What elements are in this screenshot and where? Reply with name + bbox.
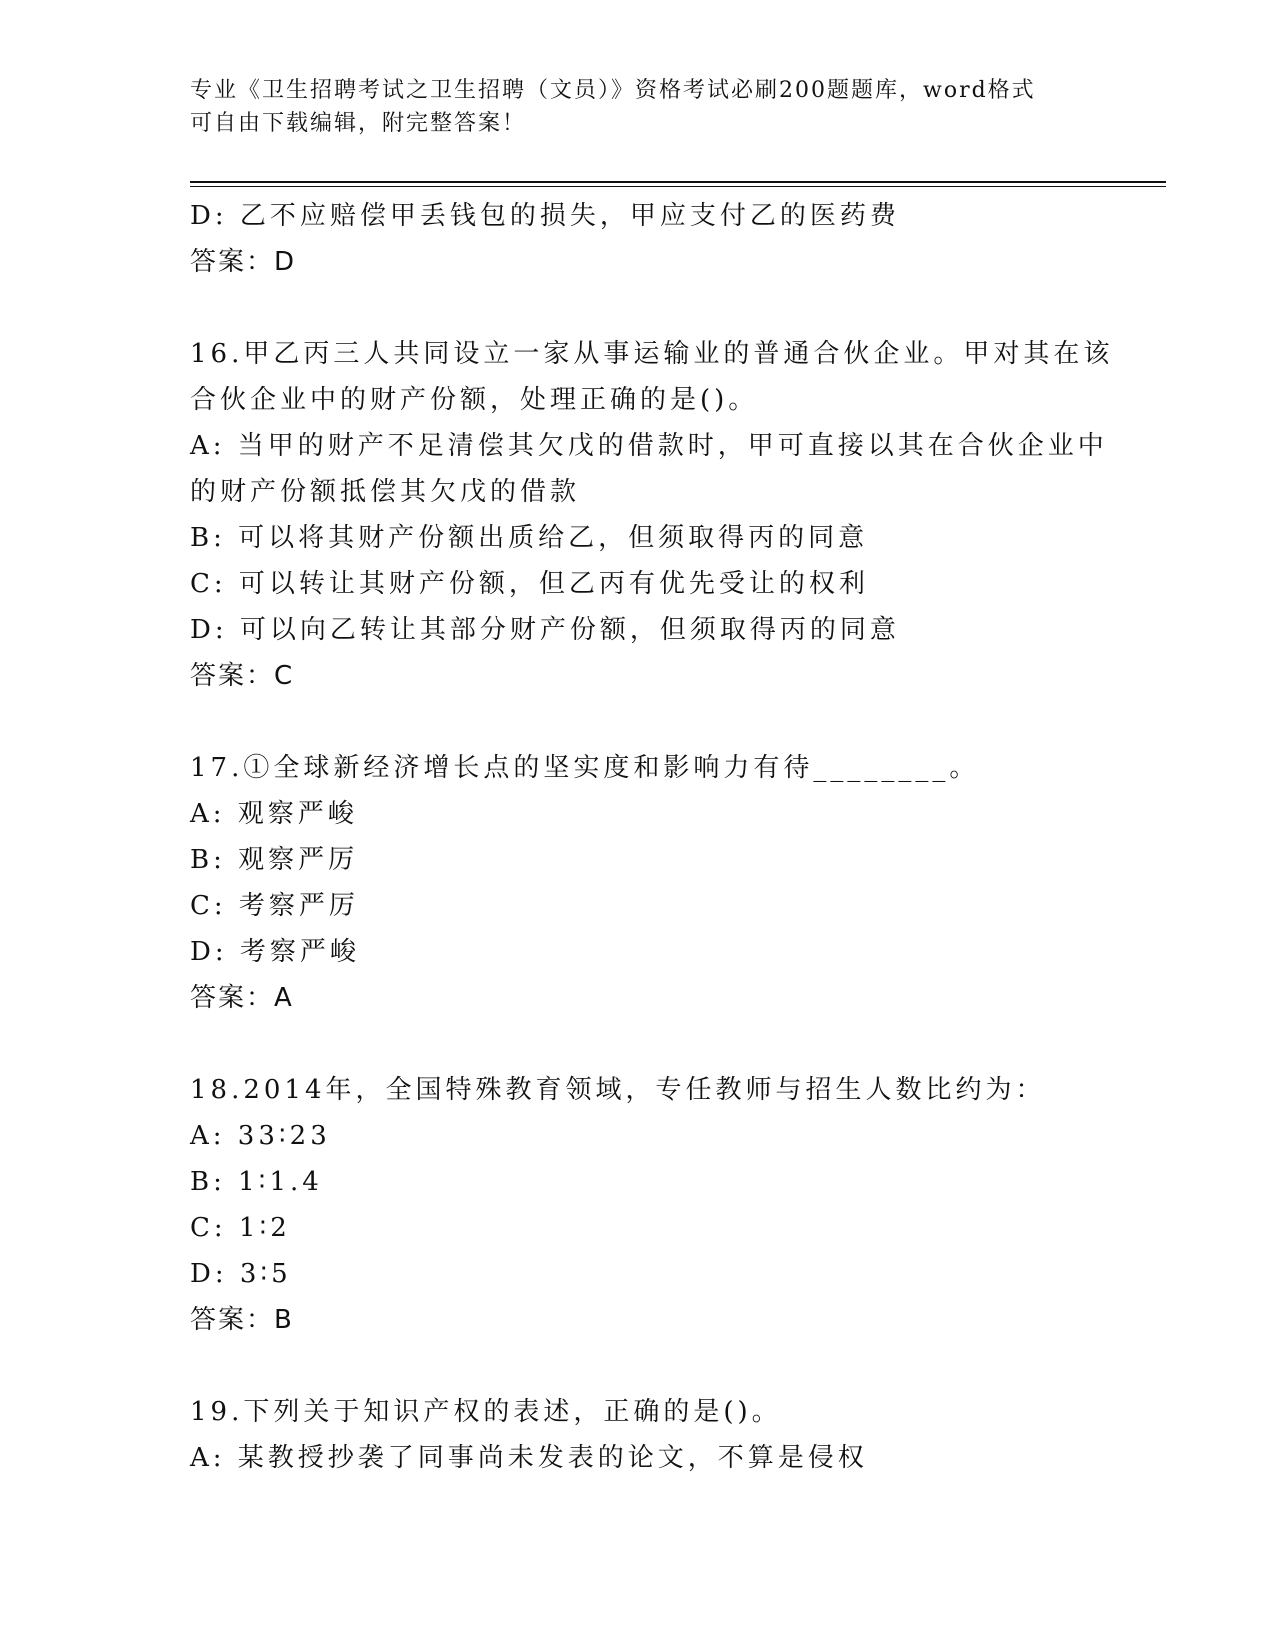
option-line: B: 观察严厉 xyxy=(190,845,359,875)
spacer xyxy=(190,699,1090,745)
option-line: D: 考察严峻 xyxy=(190,937,360,967)
header-line-2: 可自由下载编辑，附完整答案！ xyxy=(190,111,527,136)
option-line: D: 3∶5 xyxy=(190,1259,292,1289)
question-line: 17.①全球新经济增长点的坚实度和影响力有待________。 xyxy=(190,753,980,783)
option-line: A: 33∶23 xyxy=(190,1121,331,1151)
question-line: 19.下列关于知识产权的表述，正确的是()。 xyxy=(190,1397,782,1427)
option-line: 的财产份额抵偿其欠戊的借款 xyxy=(190,477,581,507)
spacer xyxy=(190,1343,1090,1389)
option-line: D: 乙不应赔偿甲丢钱包的损失，甲应支付乙的医药费 xyxy=(190,201,900,231)
option-line: C: 可以转让其财产份额，但乙丙有优先受让的权利 xyxy=(190,569,869,599)
option-line: B: 1∶1.4 xyxy=(190,1167,323,1197)
header-line-1: 专业《卫生招聘考试之卫生招聘（文员）》资格考试必刷200题题库，word格式 xyxy=(190,78,1036,103)
answer-line: 答案：C xyxy=(190,661,295,691)
document-body xyxy=(190,193,1114,1481)
option-line: A: 当甲的财产不足清偿其欠戊的借款时，甲可直接以其在合伙企业中 xyxy=(190,431,1108,461)
option-line: A: 某教授抄袭了同事尚未发表的论文，不算是侵权 xyxy=(190,1443,868,1473)
question-line: 合伙企业中的财产份额，处理正确的是()。 xyxy=(190,385,759,415)
answer-line: 答案：A xyxy=(190,983,294,1013)
header-divider-thick xyxy=(190,181,1166,183)
question-line: 18.2014年，全国特殊教育领域，专任教师与招生人数比约为： xyxy=(190,1075,1046,1105)
header-divider-thin xyxy=(190,186,1166,187)
spacer xyxy=(190,285,1090,331)
answer-line: 答案：B xyxy=(190,1305,294,1335)
option-line: C: 考察严厉 xyxy=(190,891,359,921)
option-line: B: 可以将其财产份额出质给乙，但须取得丙的同意 xyxy=(190,523,869,553)
question-line: 16.甲乙丙三人共同设立一家从事运输业的普通合伙企业。甲对其在该 xyxy=(190,339,1114,369)
option-line: D: 可以向乙转让其部分财产份额，但须取得丙的同意 xyxy=(190,615,900,645)
spacer xyxy=(190,1021,1090,1067)
document-header xyxy=(190,74,1090,140)
option-line: C: 1∶2 xyxy=(190,1213,291,1243)
answer-line: 答案：D xyxy=(190,247,297,277)
option-line: A: 观察严峻 xyxy=(190,799,358,829)
